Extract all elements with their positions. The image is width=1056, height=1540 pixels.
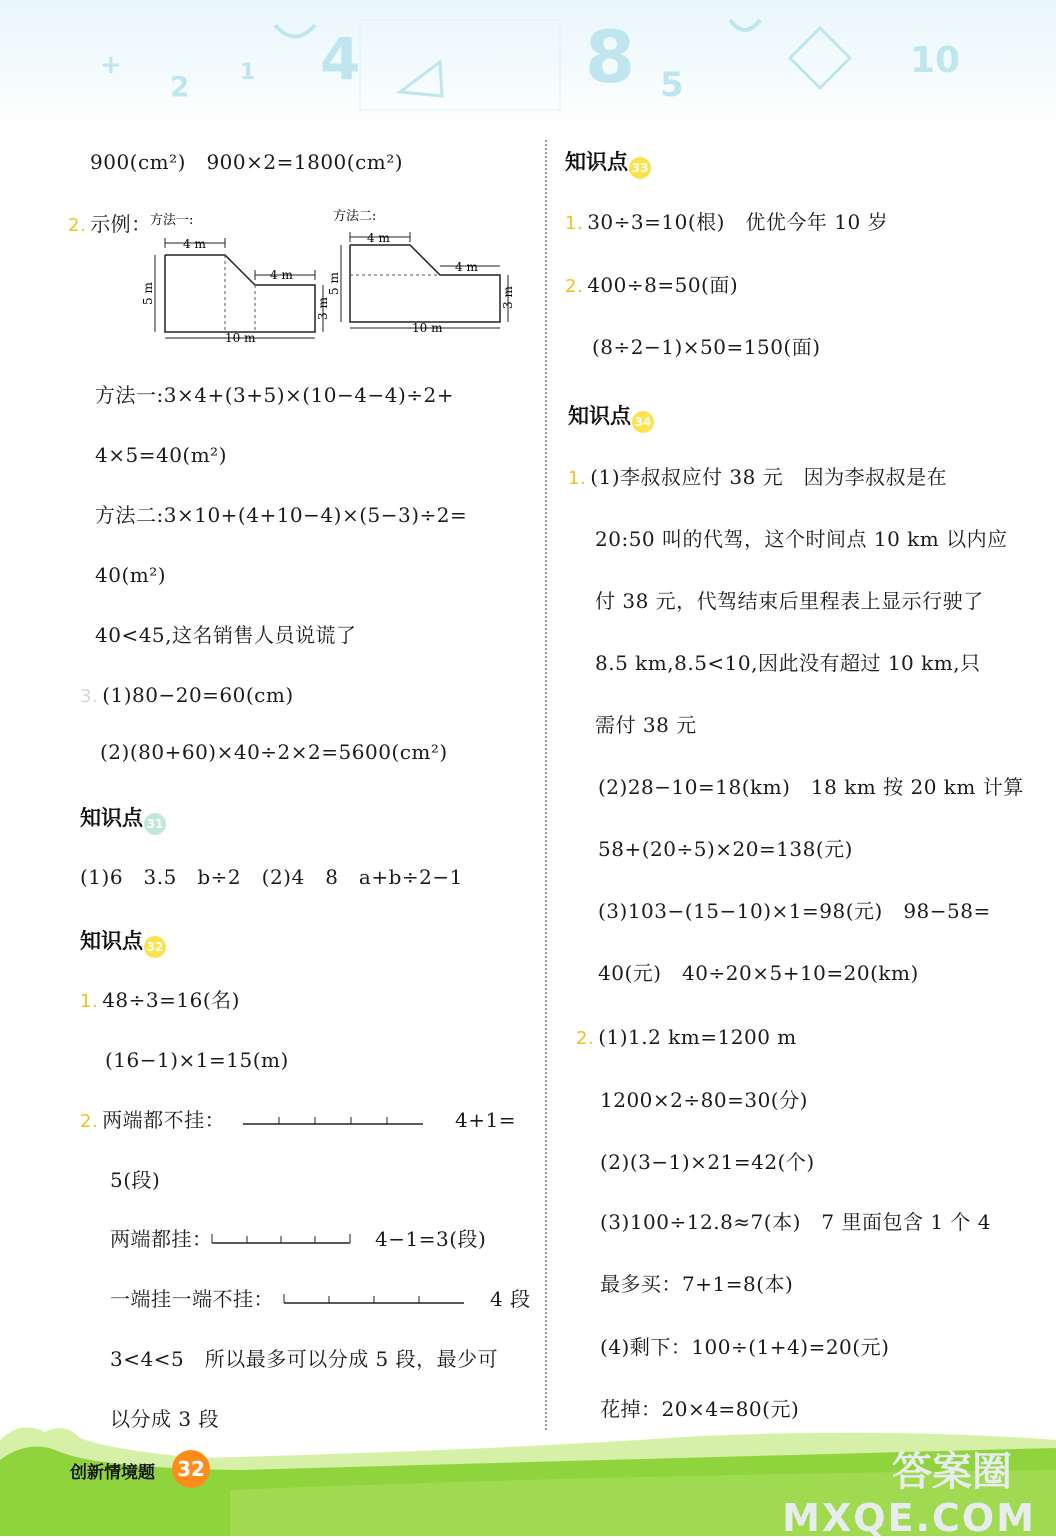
answer-text: (1)1.2 km=1200 m: [598, 1025, 797, 1049]
kp34-line-7: 58+(20÷5)×20=138(元): [598, 837, 853, 861]
dim-4m-top: 4 m: [367, 231, 390, 245]
q3-part1: (1)80−20=60(cm): [102, 683, 294, 707]
kp32-q2-b-calc: 4−1=3(段): [375, 1227, 487, 1251]
kp34-line-16: 花掉：20×4=80(元): [600, 1397, 800, 1421]
kp-title: 知识点: [80, 806, 143, 830]
kp34-line-2: 20:50 叫的代驾，这个时间点 10 km 以内应: [595, 527, 1008, 551]
answer-text: (1)李叔叔应付 38 元 因为李叔叔是在: [590, 465, 948, 489]
line-diagram-no-ends: [243, 1112, 428, 1132]
kp-number-badge: 31: [144, 813, 166, 835]
method1-label: 方法一:: [150, 213, 194, 228]
question-number: 1.: [80, 991, 99, 1012]
deco-1: 1: [240, 60, 256, 85]
watermark-text: MXQE.COM: [782, 1496, 1036, 1540]
knowledge-point-33: [565, 146, 651, 179]
kp34-line-10: [576, 1025, 797, 1051]
dim-4m-mid: 4 m: [270, 268, 293, 282]
question-number: 2.: [576, 1028, 595, 1049]
kp-title: 知识点: [80, 929, 143, 953]
kp-title: 知识点: [568, 404, 631, 428]
column-divider: [545, 140, 547, 1430]
q3-line-1: [80, 683, 294, 709]
kp-number-badge: 33: [629, 157, 651, 179]
kp34-line-3: 付 38 元，代驾结束后里程表上显示行驶了: [595, 589, 984, 613]
kp34-line-6: (2)28−10=18(km) 18 km 按 20 km 计算: [598, 775, 1024, 799]
kp34-line-14: 最多买：7+1=8(本): [600, 1272, 794, 1296]
answer-text: 30÷3=10(根) 优优今年 10 岁: [587, 210, 889, 234]
deco-shapes: [0, 0, 1056, 125]
kp32-q2-e: 以分成 3 段: [110, 1407, 219, 1431]
question-number: 2.: [80, 1111, 99, 1132]
kp32-q2-a-calc: 4+1=: [455, 1108, 516, 1132]
kp34-line-15: (4)剩下：100÷(1+4)=20(元): [600, 1335, 890, 1359]
dim-10m: 10 m: [412, 321, 443, 335]
kp34-line-1: [568, 465, 947, 491]
question-number: 2.: [565, 276, 584, 297]
method1-line-b: 4×5=40(m²): [95, 443, 228, 467]
dim-4m-mid: 4 m: [455, 260, 478, 274]
kp34-line-11: 1200×2÷80=30(分): [600, 1088, 808, 1112]
knowledge-point-31: [80, 802, 166, 835]
kp32-q2-d: 3<4<5 所以最多可以分成 5 段，最少可: [110, 1347, 499, 1371]
kp32-q2-c: 一端挂一端不挂：: [110, 1287, 274, 1311]
method2-line-a: 方法二:3×10+(4+10−4)×(5−3)÷2=: [95, 503, 468, 527]
answer-label: 两端都不挂：: [102, 1108, 226, 1132]
kp34-line-13: (3)100÷12.8≈7(本) 7 里面包含 1 个 4: [600, 1210, 991, 1234]
kp32-q2-a: [80, 1108, 225, 1134]
left-line-area: [90, 150, 403, 174]
kp32-q2-a-cont: 5(段): [110, 1168, 161, 1192]
question-number: 1.: [568, 468, 587, 489]
question-number: 2.: [68, 215, 87, 236]
dim-5m: 5 m: [141, 282, 155, 305]
q3-line-2: (2)(80+60)×40÷2×2=5600(cm²): [100, 740, 448, 764]
line-diagram-one-end: [282, 1291, 467, 1311]
header-banner: [0, 0, 1056, 125]
deco-2: 2: [170, 70, 190, 103]
method1-line-a: 方法一:3×4+(3+5)×(10−4−4)÷2+: [95, 383, 455, 407]
dim-4m-top: 4 m: [183, 237, 206, 251]
kp32-q1-b: (16−1)×1=15(m): [105, 1048, 289, 1072]
dim-5m: 5 m: [327, 272, 341, 295]
kp31-answer: (1)6 3.5 b÷2 (2)4 8 a+b÷2−1: [80, 865, 463, 889]
kp34-line-4: 8.5 km,8.5<10,因此没有超过 10 km,只: [595, 651, 981, 675]
kp32-q2-b: 两端都挂：: [110, 1227, 213, 1251]
method1-figure: [140, 210, 340, 350]
conclusion-line: 40<45,这名销售人员说谎了: [95, 623, 357, 647]
knowledge-point-32: [80, 925, 166, 958]
line-diagram-both-ends: [210, 1231, 355, 1251]
kp-number-badge: 32: [144, 936, 166, 958]
method2-label: 方法二:: [333, 209, 377, 224]
page-number: 32: [172, 1450, 210, 1488]
deco-5: 5: [660, 65, 684, 105]
deco-10: 10: [910, 40, 961, 81]
answer-text: 400÷8=50(面): [587, 273, 739, 297]
question-number: 1.: [565, 213, 584, 234]
kp33-q2-b: (8÷2−1)×50=150(面): [592, 335, 821, 359]
dim-3m: 3 m: [316, 297, 330, 320]
question-number: 3.: [80, 686, 99, 707]
q2-text: 示例：: [90, 212, 152, 236]
dim-10m: 10 m: [225, 331, 256, 345]
kp33-q2-a: [565, 273, 738, 299]
method2-figure: [327, 205, 530, 345]
kp-number-badge: 34: [632, 411, 654, 433]
kp34-line-5: 需付 38 元: [595, 713, 697, 737]
dim-3m: 3 m: [501, 286, 515, 309]
deco-8: 8: [585, 15, 636, 99]
kp32-q1-a: [80, 988, 240, 1014]
kp-title: 知识点: [565, 150, 628, 174]
kp34-line-12: (2)(3−1)×21=42(个): [600, 1150, 815, 1174]
method2-line-b: 40(m²): [95, 563, 167, 587]
kp34-line-8: (3)103−(15−10)×1=98(元) 98−58=: [598, 899, 991, 923]
watermark-logo: 答案圈: [892, 1449, 1012, 1495]
kp34-line-9: 40(元) 40÷20×5+10=20(km): [598, 961, 919, 985]
footer-title: 创新情境题: [70, 1463, 155, 1483]
answer-line: 900(cm²) 900×2=1800(cm²): [90, 150, 404, 174]
deco-4: 4: [320, 25, 361, 93]
answer-text: 48÷3=16(名): [102, 988, 240, 1012]
knowledge-point-34: [568, 400, 654, 433]
kp32-q2-c-calc: 4 段: [490, 1287, 531, 1311]
deco-plus: +: [100, 50, 122, 80]
kp33-q1: [565, 210, 888, 236]
